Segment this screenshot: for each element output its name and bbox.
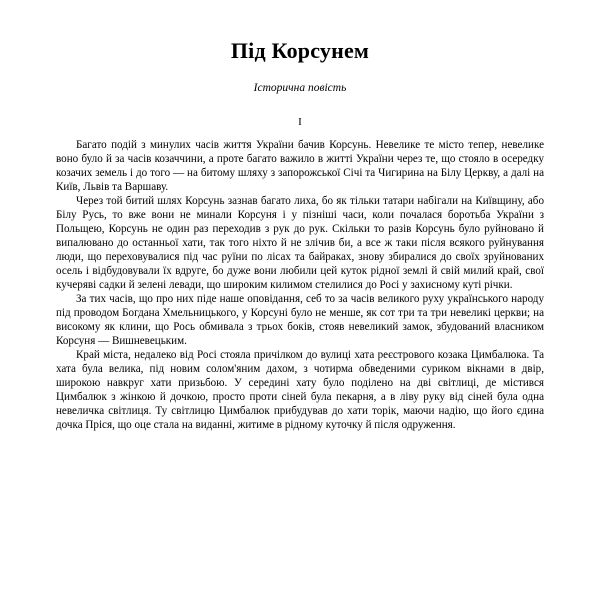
paragraph: Багато подій з минулих часів життя України бачив Корсунь. Невелике те місто тепер, невелике воно було й за часів козаччини, а проте багато важило в житті України через те, що стояло в осередку козачих земель і до того — на битому шляху з запорожської Січі та Чигирина на Білу Церкву, а далі на Київ, Львів та Варшаву. [56,139,544,193]
page-title: Під Корсунем [230,38,370,63]
body-text [56,138,544,432]
paragraph: Через той битий шлях Корсунь зазнав багато лиха, бо як тільки татари набігали на Київщину, або Білу Русь, то вже вони не минали Корсуня і у пізніші часи, коли почалася боротьба України з Польщею, Корсунь не один раз переходив з рук до рук. Скільки то разів Корсунь було руйновано й випалювано до останньої хати, так того ніхто й не злічив би, а все ж таки після всякого руйнування люди, що переховувалися під час руїни по лісах та байраках, знову збиралися до своїх зруйнованих осель і відбудовували їх вдруге, бо дуже вони любили цей куток рідної землі й свій милий край, свої кучеряві садки й зелені левади, що широким килимом стелилися до Росі у захисному куті річки. [56,195,544,291]
document-subtitle: Історична повість [253,82,347,94]
chapter-number: І [298,116,302,128]
paragraph: Край міста, недалеко від Росі стояла причілком до вулиці хата реєстрового козака Цимбалюка. Та хата була велика, під новим солом'яним дахом, з чотирма обведеними суриком вікнами в двір, широкою навкруг хати призьбою. У середині хату було поділено на дві світлиці, де містився Цимбалюк з жінкою й дочкою, просто проти сіней була пекарня, а в ліву руку від сіней була одна невеличка світлиця. Ту світлицю Цимбалюк прибудував до хати торік, маючи надію, що його єдина дочка Пріся, що оце стала на виданні, житиме в рідному куточку й після одруження. [56,349,544,431]
paragraph: За тих часів, що про них піде наше оповідання, себ то за часів великого руху українського народу під проводом Богдана Хмельницького, у Корсуні було не менше, як сот три та три невеликі церкви; на високому як клини, що Рось обмивала з трьох боків, стояв невеликий замок, збудований власником Корсуня — Вишневецьким. [56,293,544,347]
